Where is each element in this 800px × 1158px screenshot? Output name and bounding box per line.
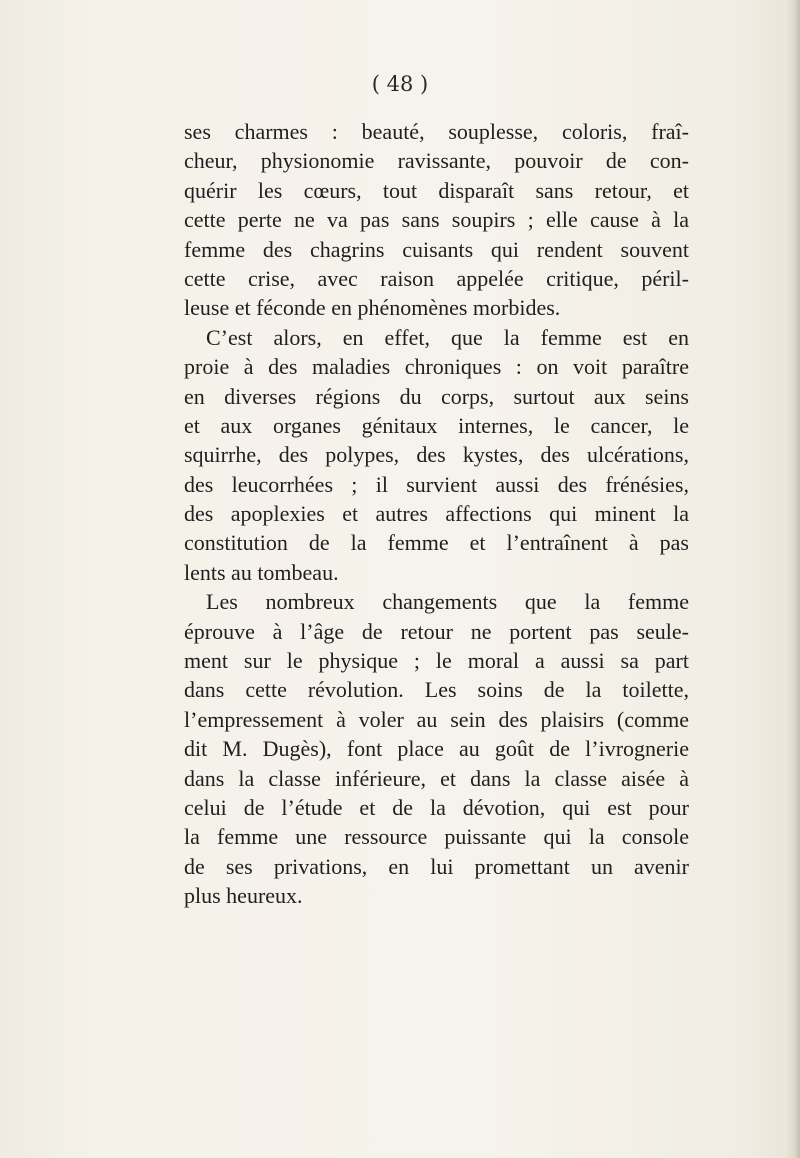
text-line: l’empressement à voler au sein des plaisirs (comme — [184, 706, 689, 732]
text-line: la femme une ressource puissante qui la console — [184, 824, 689, 850]
page-edge-shadow — [786, 0, 800, 1158]
text-line: quérir les cœurs, tout disparaît sans retour, et — [184, 177, 689, 203]
text-line: plus heureux. — [184, 883, 303, 909]
text-line: dans la classe inférieure, et dans la classe aisée à — [184, 765, 689, 791]
text-line: de ses privations, en lui promettant un avenir — [184, 853, 689, 879]
text-line: C’est alors, en effet, que la femme est en — [206, 324, 689, 350]
text-line: des leucorrhées ; il survient aussi des frénésies, — [184, 471, 689, 497]
text-line: proie à des maladies chroniques : on voit paraître — [184, 354, 689, 380]
text-line: cette perte ne va pas sans soupirs ; elle cause à la — [184, 207, 689, 233]
text-line: en diverses régions du corps, surtout aux seins — [184, 383, 689, 409]
text-line: lents au tombeau. — [184, 559, 339, 585]
text-line: squirrhe, des polypes, des kystes, des ulcérations, — [184, 442, 689, 468]
text-line: cette crise, avec raison appelée critique, péril- — [184, 265, 689, 291]
text-line: dit M. Dugès), font place au goût de l’ivrognerie — [184, 736, 689, 762]
text-line: éprouve à l’âge de retour ne portent pas seule- — [184, 618, 689, 644]
text-line: cheur, physionomie ravissante, pouvoir de con- — [184, 148, 689, 174]
text-line: des apoplexies et autres affections qui minent la — [184, 501, 689, 527]
page-number: ( 48 ) — [371, 72, 429, 96]
text-line: leuse et féconde en phénomènes morbides. — [184, 295, 561, 321]
text-line: ses charmes : beauté, souplesse, coloris, fraî- — [184, 119, 689, 144]
text-line: dans cette révolution. Les soins de la toilette, — [184, 677, 689, 703]
text-line: et aux organes génitaux internes, le cancer, le — [184, 412, 689, 438]
body-text — [184, 117, 689, 911]
text-line: ment sur le physique ; le moral a aussi sa part — [184, 648, 689, 674]
text-line: constitution de la femme et l’entraînent à pas — [184, 530, 689, 556]
text-line: celui de l’étude et de la dévotion, qui est pour — [184, 794, 689, 820]
text-line: femme des chagrins cuisants qui rendent souvent — [184, 236, 689, 262]
text-line: Les nombreux changements que la femme — [206, 589, 689, 615]
